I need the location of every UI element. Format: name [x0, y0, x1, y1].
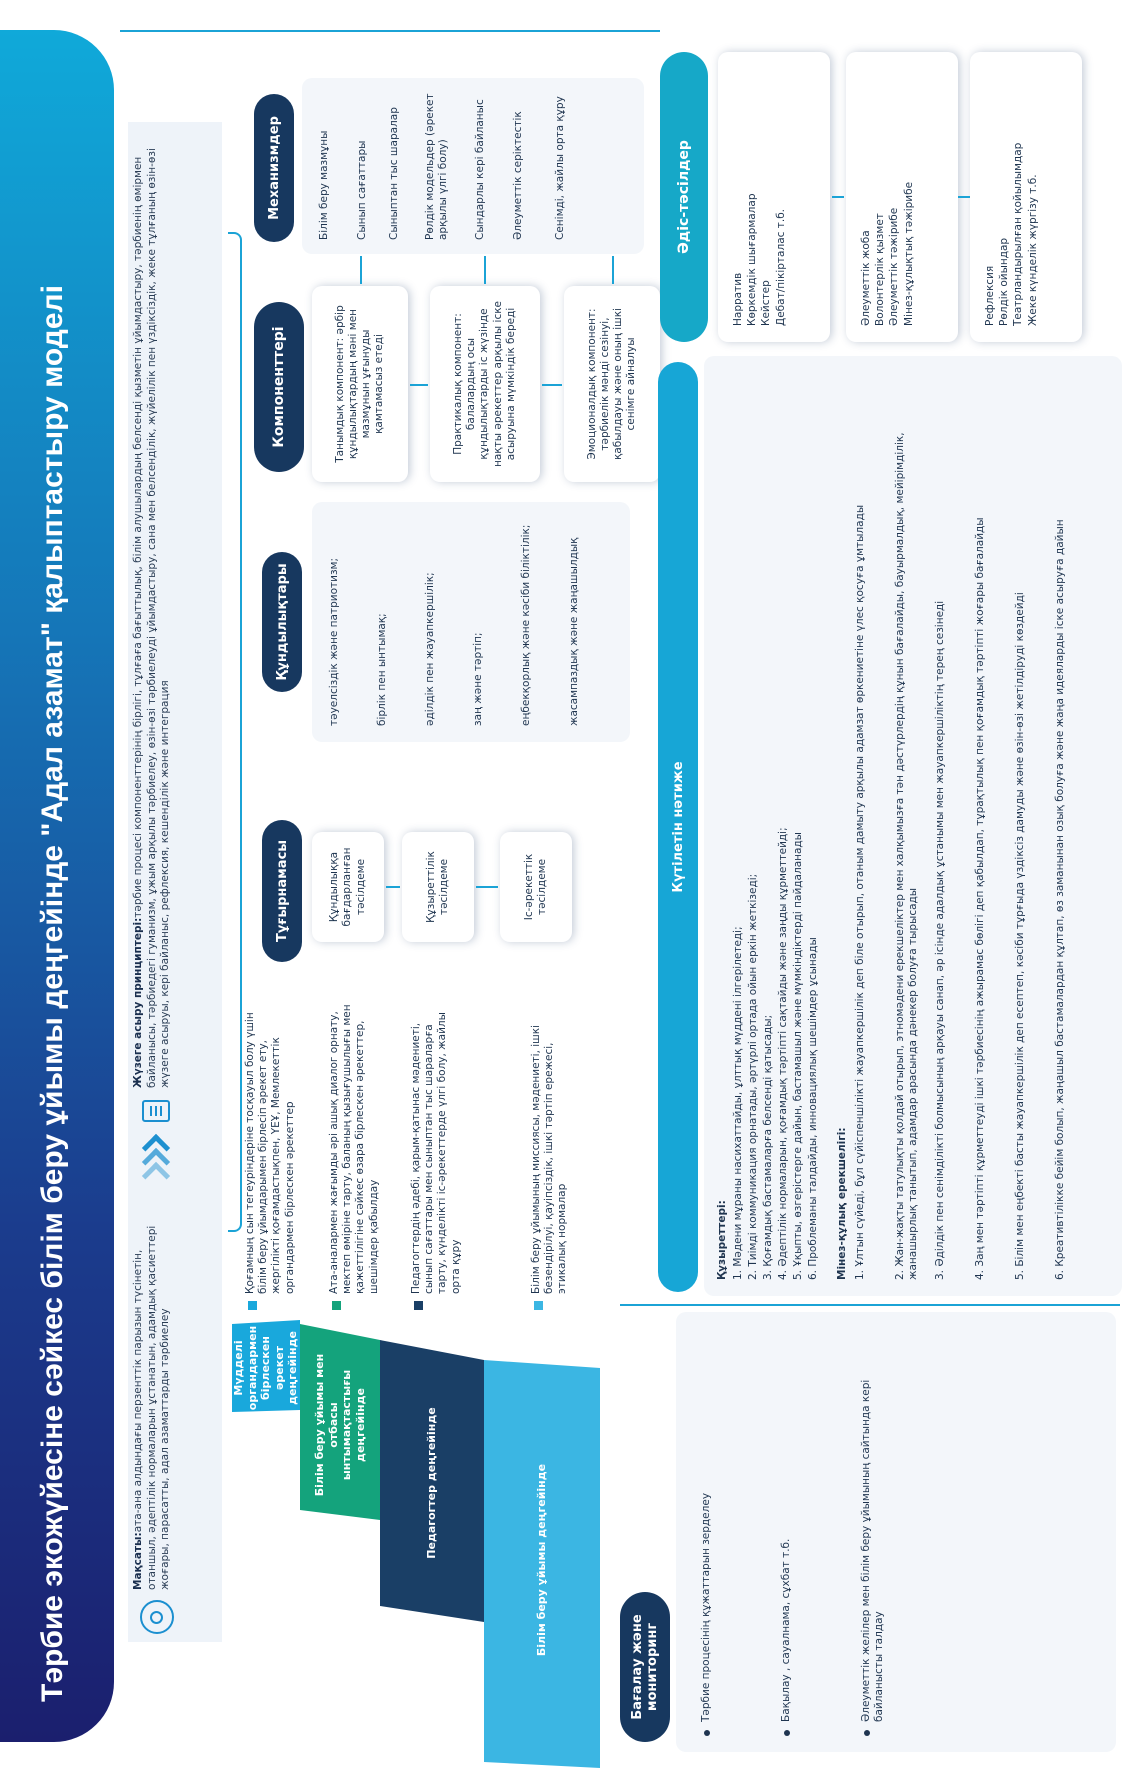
- monitoring-header: Бағалау және мониторинг: [620, 1592, 670, 1742]
- value-item: заң және тәртіп;: [472, 632, 484, 726]
- method-item: Кейстер: [760, 280, 773, 326]
- page-title: Тәрбие экожүйесіне сәйкес білім беру ұйымы деңгейінде "Адал азамат" қалыптастыру моделі: [36, 285, 69, 1702]
- goal-label: Мақсаты:: [132, 1532, 144, 1590]
- competency-item: 5. Ұқыпты, өзгерістерге дайын, бастамашыл және мүмкіндіктерді пайдаланады: [792, 832, 804, 1280]
- method-item: Рөлдік ойындар: [998, 237, 1011, 326]
- bullet-square: [248, 1301, 257, 1310]
- component-item: Практикалық компонент: балалардың осы құндылықтарды іс жүзінде нақты әрекеттер арқылы іске асыруына мүмкіндік береді: [451, 300, 517, 468]
- pyramid-level-description: Ата-аналармен жағымды әрі ашық диалог орнату, мектеп өміріне тарту, баланың қызығушылығы мен қажеттілігіне сәйкес өзара бірлескен әрекеттер, шешімдер қабылдау: [328, 1004, 380, 1294]
- traits-title: Мінез-құлық ерекшелігі:: [836, 1127, 848, 1280]
- values-panel: [312, 502, 630, 742]
- competency-item: 6. Проблеманы талдайды, инновациялық шешімдер ұсынады: [807, 937, 819, 1280]
- concept-item: Құндылыққа бағдарланған тәсілдеме: [328, 847, 367, 927]
- components-header: Компоненттері: [254, 302, 304, 472]
- connector-line: [410, 384, 428, 386]
- connector-line: [476, 886, 498, 888]
- value-item: еңбекқорлық және кәсіби біліктілік;: [520, 524, 532, 726]
- mechanism-item: Сыныптан тыс шаралар: [388, 107, 400, 240]
- concept-header: Тұғырнамасы: [262, 820, 302, 962]
- connector-line: [832, 196, 844, 198]
- methods-card: [970, 52, 1082, 342]
- monitoring-item: Әлеуметтік желілер мен білім беру ұйымының сайтында кері байланысты талдау: [860, 1379, 886, 1722]
- methods-card: [846, 52, 958, 342]
- trait-item: 2. Жан-жақты татулықты қолдай отырып, этномәдени ерекшеліктер мен халқымызға тән дәстүрлердің құнын бағалайды, бауырмалдық, мейірімділік, жанашырлық танытып, адамдар арасында дәнекер болуға тырысады: [894, 432, 920, 1280]
- monitoring-item: Тәрбие процесінің құжаттарын зерделеу: [700, 1492, 712, 1722]
- monitoring-item: Бақылау , сауалнама, сұхбат т.б.: [780, 1538, 792, 1722]
- trait-item: 5. Білім мен еңбекті басты жауапкершілік деп есептеп, кәсіби тұрғыда үздіксіз дамуды және өзін-өзі жетілдіруді көздейді: [1014, 592, 1026, 1280]
- bullet-dot: [784, 1730, 790, 1736]
- connector-line: [958, 196, 970, 198]
- component-item: Танымдық компонент: әрбір құндылықтардың мәні мен мазмұнын ұғынуды қамтамасыз етеді: [333, 305, 386, 463]
- methods-card: [718, 52, 830, 342]
- value-item: жасампаздық және жаңашылдық: [568, 537, 580, 726]
- pyramid-level-description: Педагогтердің әдебі, қарым-қатынас мәдениеті, сынып сағаттары мен сыныптан тыс шараларға тарту, күнделікті іс-әрекеттерде үлгі болу, жайлы орта құру: [410, 1012, 462, 1294]
- method-item: Волонтерлік қызмет: [874, 213, 887, 326]
- pyramid-level-label: Мүдделі органдармен бірлескен әрекет деңгейінде: [232, 1325, 300, 1411]
- method-item: Театрландырылған қойылымдар: [1012, 142, 1025, 326]
- competency-item: 2. Тиімді коммуникация орнатады, әртүрлі ортада ойын еркін жеткізеді;: [747, 873, 759, 1280]
- connector-line: [386, 886, 400, 888]
- concept-card: [402, 832, 474, 942]
- principles-label: Жүзеге асыру принциптері:: [132, 917, 144, 1088]
- results-header: Күтілетін нәтиже: [658, 362, 698, 1292]
- method-item: Әлеуметтік тәжірибе: [888, 207, 901, 326]
- mechanism-item: Әлеуметтік серіктестік: [512, 111, 524, 240]
- method-item: Рефлексия: [984, 265, 996, 326]
- connector-line: [612, 256, 614, 284]
- method-item: Нарратив: [732, 272, 744, 326]
- bullet-square: [414, 1301, 423, 1310]
- connector-line: [484, 256, 486, 284]
- mechanisms-panel: [302, 78, 644, 254]
- values-header: Құндылықтары: [262, 552, 302, 692]
- trait-item: 4. Заң мен тәртіпті құрметтеуді ішкі тәрбиесінің ажырамас бөлігі деп қабылдап, тұрақтылық пен қоғамдық тәртіпті жоғары бағалайды: [974, 517, 986, 1280]
- concept-item: Іс-әрекеттік тәсілдеме: [522, 853, 548, 921]
- bullet-dot: [864, 1730, 870, 1736]
- mechanisms-header: Механизмдер: [254, 94, 294, 242]
- competency-item: 3. Қоғамдық бастамаларға белсенді қатысады;: [762, 1014, 774, 1280]
- connector-line: [360, 256, 362, 284]
- methods-header: Әдіс-тәсілдер: [660, 52, 708, 342]
- principles-text: тәрбие процесі компоненттерінің бірлігі, тұлғаға бағыттылық, білім алушылардың белсенді қызметін ұйымдастыру, тәрбиенің өмірмен байланысы, тәрбиедегі гуманизм, ұжым арқылы тәрбиелеу, өзін-өзі тәрбиелеуді ұйымдастыру, сана мен белсенділік, жүйелілік пен үздіксіздік, жеке тұлғаның өзін-өзі жүзеге асыруы, кері байланыс, рефлексия, кешенділік және интеграция: [132, 148, 171, 1088]
- value-item: әділдік пен жауапкершілік;: [424, 572, 436, 726]
- concept-card: [500, 832, 572, 942]
- component-card: [564, 286, 660, 482]
- pyramid-level-label: Білім беру ұйымы мен отбасы ынтымақтастығы деңгейінде: [313, 1353, 367, 1497]
- mechanism-item: Сенімді, жайлы орта құру: [554, 96, 566, 240]
- mechanism-item: Білім беру мазмұны: [318, 130, 330, 240]
- mechanism-item: Рөлдік модельдер (әрекет арқылы үлгі болу): [424, 93, 450, 240]
- bullet-dot: [704, 1730, 710, 1736]
- concept-card: [312, 832, 384, 942]
- pyramid-level-label: Педагогтер деңгейінде: [425, 1407, 439, 1559]
- connector-line: [120, 30, 660, 32]
- connector-line: [620, 1304, 1120, 1306]
- method-item: Әлеуметтік жоба: [860, 230, 872, 326]
- competencies-title: Құзыреттері:: [716, 1200, 728, 1280]
- method-item: Көркемдік шығармалар: [746, 193, 759, 326]
- competency-item: 1. Мәдени мұраны насихаттайды, ұлттық мүддені ілгерілетеді;: [732, 926, 744, 1280]
- monitoring-panel: [676, 1312, 1116, 1752]
- method-item: Жеке күнделік жүргізу т.б.: [1026, 174, 1039, 326]
- trait-item: 1. Ұлтын сүйеді, бұл сүйіспеншілікті жауапкершілік деп біле отырып, отаным дамыту арқылы адамзат өркениетіне үлес қосуға ұмтылады: [854, 504, 866, 1280]
- method-item: Дебат/пікірталас т.б.: [774, 208, 787, 326]
- component-card: [430, 286, 540, 482]
- component-card: [312, 286, 408, 482]
- pyramid-level-description: Қоғамның сын тегеуріндеріне тосқауыл болу үшін білім беру ұйымдарымен бірлесіп әрекет ету, жергілікті қоғамдастықпен, ҮЕҰ, Мемлекеттік органдармен бірлескен әрекеттер: [244, 1012, 296, 1294]
- method-item: Мінез-құлықтық тәжірибе: [902, 181, 915, 326]
- connector-line: [542, 384, 562, 386]
- bullet-square: [534, 1301, 543, 1310]
- trait-item: 6. Креативтілікке бейім болып, жаңашыл бастамалардан құлтап, өз заманынан озық болуға және жаңа идеяларды іске асыруға дайын: [1054, 519, 1066, 1280]
- component-item: Эмоционалдық компонент: тәрбиелік мәнді сезінуі, қабылдауы және оның ішкі сенімге айналуы: [585, 308, 638, 461]
- competency-item: 4. Әдептілік нормаларын, қоғамдық тәртіпті сақтайды және заңды құрметтейді;: [777, 827, 789, 1280]
- goal-text: ата-ана алдындағы перзенттік парызын түсінетін, отаншыл, әдептілік нормаларын ұстанатын, адамдық қасиеттері жоғары, парасатты, адал азаматтарды тәрбиелеу: [132, 1225, 171, 1590]
- mechanism-item: Сындарлы кері байланыс: [474, 99, 486, 240]
- trait-item: 3. Әділдік пен сенімділікті болмысының арқауы санап, әр ісінде адалдық ұстанымы мен жауапкершіліктің терең сезінеді: [934, 600, 946, 1280]
- bullet-square: [332, 1301, 341, 1310]
- pyramid-level-description: Білім беру ұйымының миссиясы, мәдениеті, ішкі безендірілуі, қауіпсіздік, ішкі тәртіп ережесі, этикалық нормалар: [530, 1024, 569, 1294]
- concept-item: Құзыреттілік тәсілдеме: [424, 851, 450, 923]
- mechanism-item: Сынып сағаттары: [356, 140, 368, 240]
- value-item: бірлік пен ынтымақ;: [376, 613, 388, 726]
- pyramid-level-label: Білім беру ұйымы деңгейінде: [535, 1463, 549, 1657]
- value-item: тәуелсіздік және патриотизм;: [328, 558, 340, 726]
